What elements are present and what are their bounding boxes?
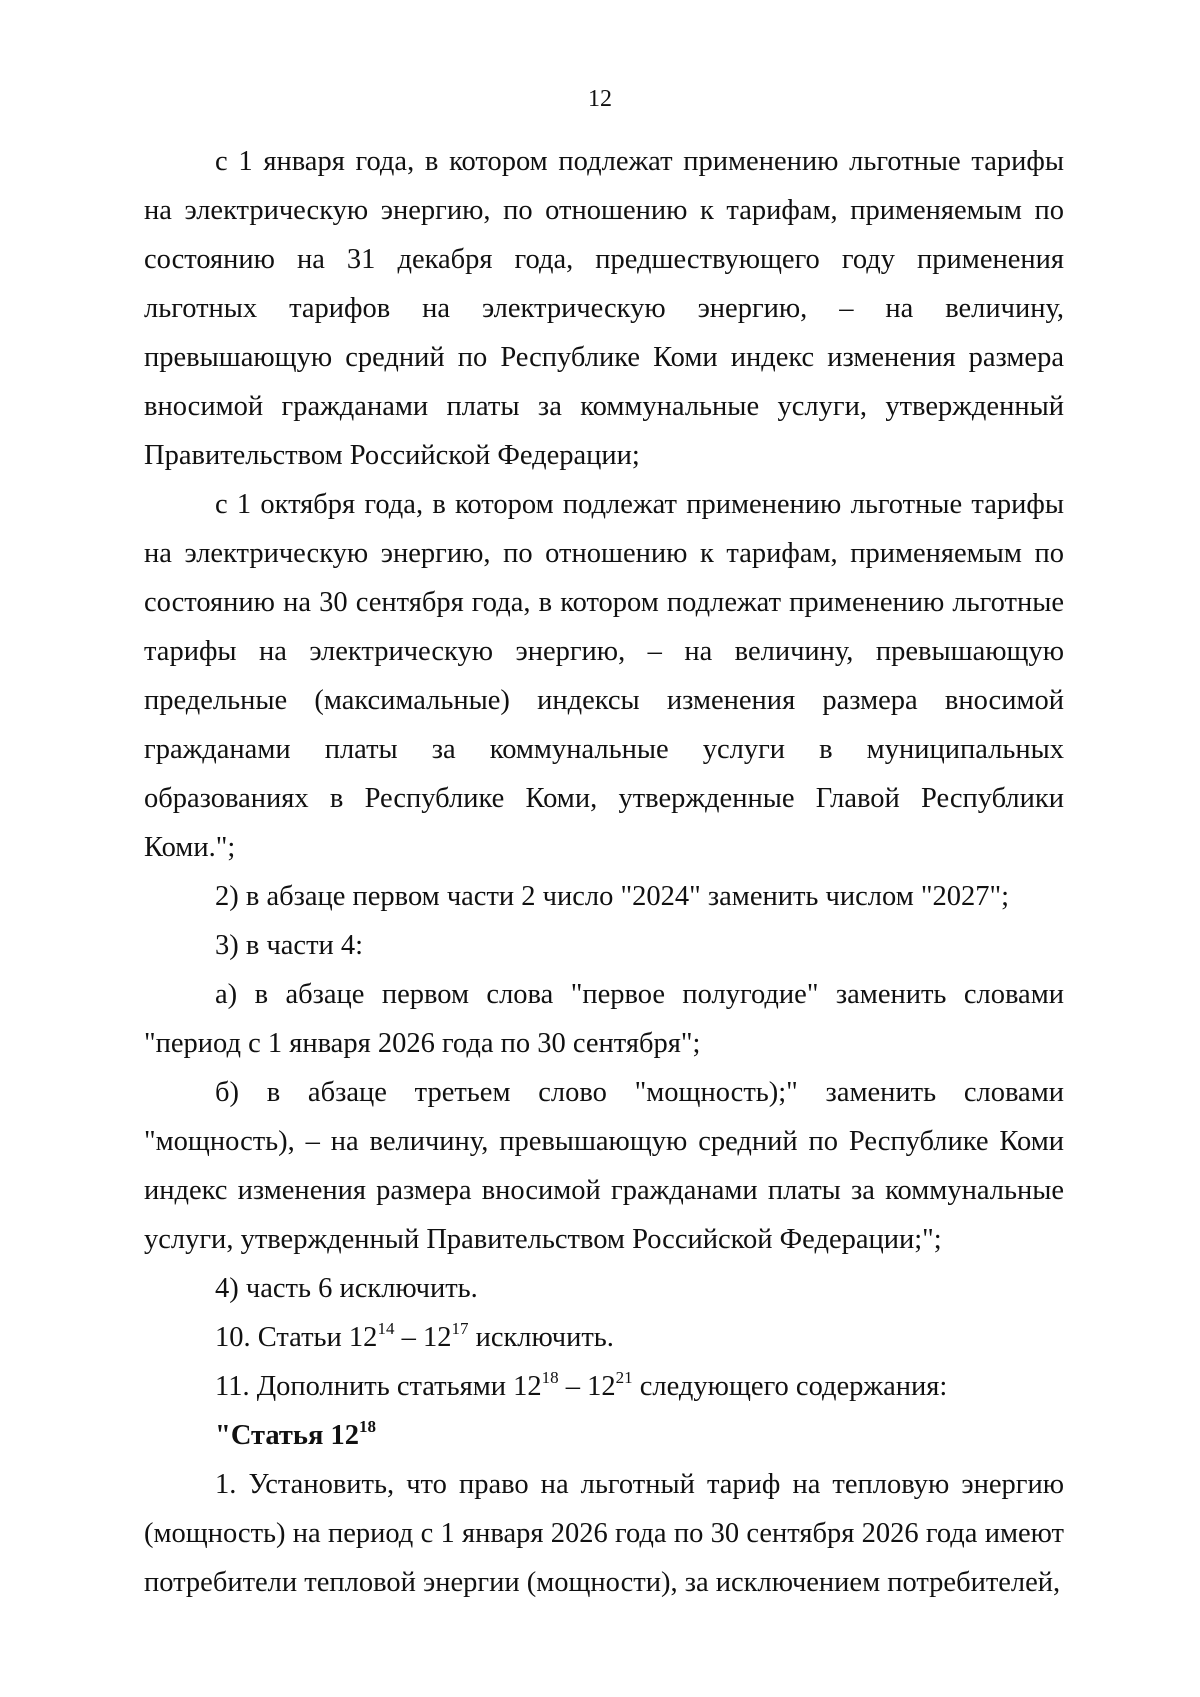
text-fragment: "Статья 12 (215, 1420, 360, 1451)
paragraph: б) в абзаце третьем слово "мощность);" заменить словами "мощность), – на величину, превышающую средний по Республике Коми индекс изменения размера вносимой гражданами платы за коммунальные услуги, утвержденный Правительством Российской Федерации;"; (144, 1077, 1064, 1255)
paragraph: 1. Установить, что право на льготный тариф на тепловую энергию (мощность) на период с 1 января 2026 года по 30 сентября 2026 года имеют потребители тепловой энергии (мощности), за исключением потребителей, (144, 1469, 1064, 1598)
text-fragment: исключить. (468, 1322, 614, 1353)
paragraph: с 1 октября года, в котором подлежат применению льготные тарифы на электрическую энергию, по отношению к тарифам, применяемым по состоянию на 30 сентября года, в котором подлежат применению льготные тарифы на электрическую энергию, – на величину, превышающую предельные (максимальные) индексы изменения размера вносимой гражданами платы за коммунальные услуги в муниципальных образованиях в Республике Коми, утвержденные Главой Республики Коми."; (144, 489, 1064, 863)
paragraph: 3) в части 4: (215, 930, 364, 961)
article-heading (144, 1411, 1064, 1460)
text-fragment: следующего содержания: (632, 1371, 948, 1402)
text-fragment: 10. Статьи 12 (215, 1322, 378, 1353)
superscript: 18 (359, 1416, 377, 1436)
superscript: 14 (377, 1318, 395, 1338)
paragraph: 2) в абзаце первом части 2 число "2024" заменить числом "2027"; (215, 881, 1010, 912)
paragraph (144, 1362, 1064, 1411)
superscript: 18 (541, 1367, 559, 1387)
text-fragment: – 12 (394, 1322, 452, 1353)
document-body (144, 137, 1064, 1607)
paragraph: а) в абзаце первом слова "первое полугодие" заменить словами "период с 1 января 2026 года по 30 сентября"; (144, 979, 1064, 1059)
text-fragment: 11. Дополнить статьями 12 (215, 1371, 542, 1402)
paragraph: с 1 января года, в котором подлежат применению льготные тарифы на электрическую энергию, по отношению к тарифам, применяемым по состоянию на 31 декабря года, предшествующего году применения льготных тарифов на электрическую энергию, – на величину, превышающую средний по Республике Коми индекс изменения размера вносимой гражданами платы за коммунальные услуги, утвержденный Правительством Российской Федерации; (144, 146, 1064, 471)
superscript: 17 (451, 1318, 469, 1338)
superscript: 21 (615, 1367, 633, 1387)
page-number: 12 (588, 86, 612, 112)
text-fragment: – 12 (558, 1371, 616, 1402)
paragraph: 4) часть 6 исключить. (215, 1273, 478, 1304)
paragraph (144, 1313, 1064, 1362)
